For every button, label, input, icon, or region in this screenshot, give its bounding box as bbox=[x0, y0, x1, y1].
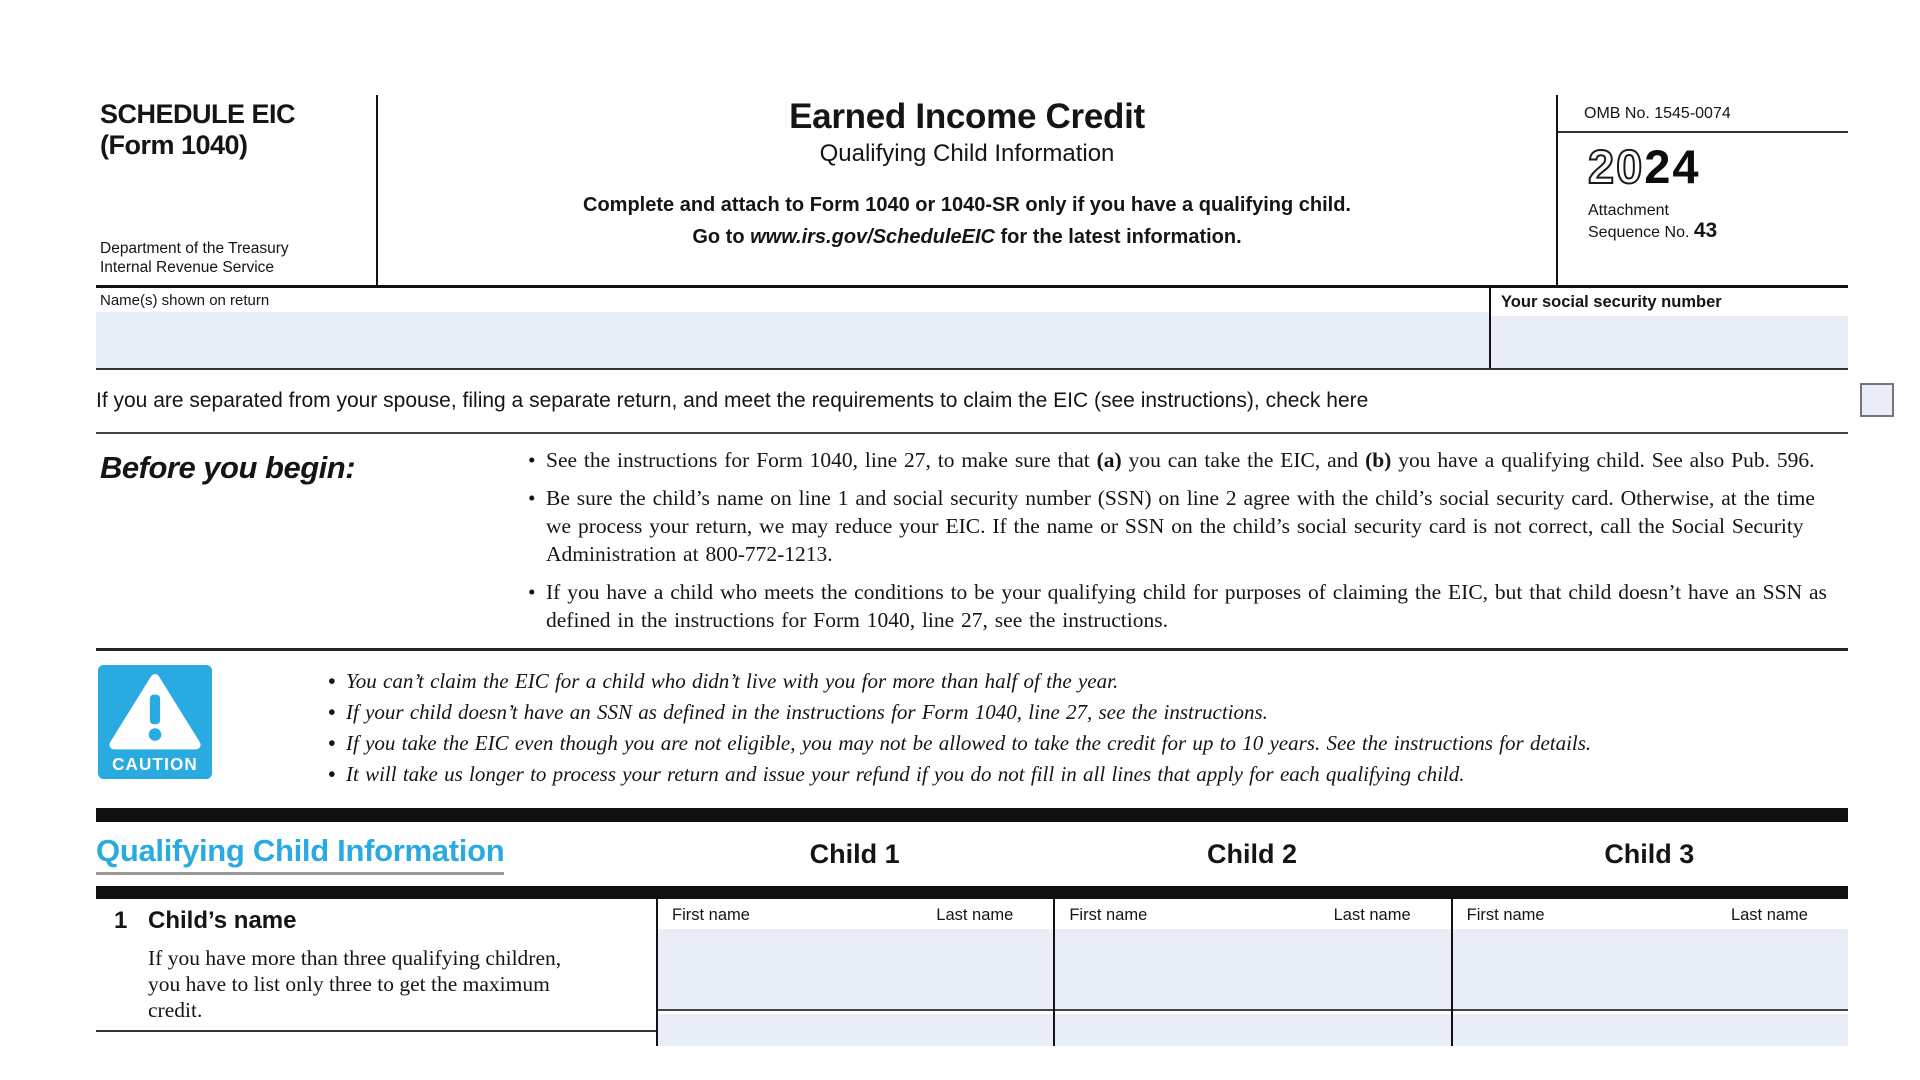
child-2-last-name-label: Last name bbox=[1333, 906, 1411, 924]
child-2-first-name-value[interactable] bbox=[1055, 929, 1253, 1009]
qualifying-child-heading: Qualifying Child Information bbox=[96, 833, 504, 875]
caution-bullet-3: • If you take the EIC even though you are not eligible, you may not be allowed to take the credit for up to 10 years. See the instructions for details. bbox=[328, 728, 1591, 759]
header-center-cell bbox=[378, 95, 1556, 285]
form-body bbox=[96, 95, 1848, 1046]
line-1-heading bbox=[114, 907, 644, 935]
child-2-name-cell bbox=[1053, 899, 1450, 1046]
form-header bbox=[96, 95, 1848, 288]
caution-bullet-4: • It will take us longer to process your return and issue your refund if you do not fill in all lines that apply for each qualifying child. bbox=[328, 759, 1591, 790]
child-1-name-labels bbox=[658, 899, 1053, 929]
form-subtitle: Qualifying Child Information bbox=[819, 140, 1115, 167]
before-you-begin-bullets bbox=[528, 446, 1848, 634]
child-3-first-name-label: First name bbox=[1466, 906, 1545, 924]
before-bullet-1-part3: you have a qualifying child. See also Pub. 596. bbox=[1391, 448, 1815, 472]
child-1-last-name-value[interactable] bbox=[856, 929, 1054, 1009]
child-3-last-name-value[interactable] bbox=[1650, 929, 1848, 1009]
child-2-header: Child 2 bbox=[1206, 838, 1297, 869]
before-you-begin-heading: Before you begin: bbox=[100, 450, 356, 485]
names-input-field[interactable] bbox=[96, 312, 1489, 368]
child-3-name-cell bbox=[1451, 899, 1848, 1046]
line-1-label: Child’s name bbox=[148, 907, 297, 934]
schedule-name: SCHEDULE EIC bbox=[100, 99, 296, 129]
section-divider-bar bbox=[96, 808, 1848, 822]
caution-bullet-1: • You can’t claim the EIC for a child who didn’t live with you for more than half of the year. bbox=[328, 666, 1591, 697]
child-2-name-labels bbox=[1055, 899, 1450, 929]
separated-checkbox[interactable] bbox=[1860, 383, 1894, 417]
line-1-number: 1 bbox=[114, 907, 128, 934]
before-you-begin-section bbox=[96, 434, 1848, 651]
child-3-header: Child 3 bbox=[1604, 838, 1695, 869]
before-bullet-1-part1: See the instructions for Form 1040, line 27, to make sure that bbox=[546, 448, 1097, 472]
child-1-last-name-label: Last name bbox=[936, 906, 1014, 924]
line-1-label-divider bbox=[96, 1030, 656, 1032]
sequence-label-text: Sequence No. bbox=[1588, 224, 1690, 241]
before-bullet-2: • Be sure the child’s name on line 1 and social security number (SSN) on line 2 agree with the child’s social security card. Otherwise, at the time we process your return, we may reduce your EIC. If the name or SSN on the child’s social security card is not correct, call the Social Security Administration at 800-772-1213. bbox=[528, 484, 1844, 568]
names-cell bbox=[96, 288, 1489, 368]
omb-number: OMB No. 1545-0074 bbox=[1558, 95, 1848, 133]
attach-instruction: Complete and attach to Form 1040 or 1040-SR only if you have a qualifying child. bbox=[583, 194, 1351, 216]
caution-section bbox=[96, 651, 1848, 808]
tax-year-digits: 24 bbox=[1644, 140, 1701, 193]
goto-suffix: for the latest information. bbox=[994, 226, 1242, 248]
goto-prefix: Go to bbox=[692, 226, 751, 248]
child-3-next-line-field[interactable] bbox=[1453, 1014, 1848, 1046]
caution-icon-label: CAUTION bbox=[112, 754, 198, 774]
table-top-bar bbox=[96, 886, 1848, 899]
line-1-label-cell bbox=[96, 899, 656, 1046]
sequence-number: 43 bbox=[1693, 219, 1718, 242]
caution-bullet-2: • If your child doesn’t have an SSN as defined in the instructions for Form 1040, line 27, see the instructions. bbox=[328, 697, 1591, 728]
caution-bullets bbox=[328, 665, 1591, 790]
caution-warning-icon bbox=[98, 665, 212, 779]
before-bullet-1 bbox=[528, 446, 1844, 474]
child-1-next-line-field[interactable] bbox=[658, 1014, 1053, 1046]
child-1-first-name-value[interactable] bbox=[658, 929, 856, 1009]
child-2-next-line-field[interactable] bbox=[1055, 1014, 1450, 1046]
taxpayer-row bbox=[96, 288, 1848, 370]
ssn-label: Your social security number bbox=[1501, 293, 1722, 311]
child-1-first-name-label: First name bbox=[672, 906, 750, 924]
before-bullet-1-bold-a: (a) bbox=[1096, 448, 1122, 472]
qualifying-child-header-row bbox=[96, 822, 1848, 886]
child-2-name-input[interactable] bbox=[1055, 929, 1450, 1011]
department-name: Department of the Treasury bbox=[100, 240, 289, 257]
form-number: (Form 1040) bbox=[100, 130, 248, 160]
header-left-cell bbox=[96, 95, 378, 285]
child-3-name-labels bbox=[1453, 899, 1848, 929]
ssn-cell bbox=[1489, 288, 1848, 368]
separated-instruction: If you are separated from your spouse, filing a separate return, and meet the requirements to claim the EIC (see instructions), check here bbox=[96, 389, 1369, 412]
tax-year bbox=[1558, 133, 1848, 193]
agency-block bbox=[100, 239, 366, 277]
before-bullet-3: • If you have a child who meets the conditions to be your qualifying child for purposes of claiming the EIC, but that child doesn’t have an SSN as defined in the instructions for Form 1040, line 27, see the instructions. bbox=[528, 578, 1844, 634]
separated-row bbox=[96, 370, 1848, 434]
ssn-input-field[interactable] bbox=[1491, 316, 1848, 368]
child-1-name-input[interactable] bbox=[658, 929, 1053, 1011]
goto-instruction bbox=[378, 226, 1556, 249]
child-3-first-name-value[interactable] bbox=[1453, 929, 1651, 1009]
before-bullet-1-part2: you can take the EIC, and bbox=[1121, 448, 1366, 472]
tax-year-decade: 20 bbox=[1588, 140, 1645, 193]
line-1-row bbox=[96, 899, 1848, 1046]
names-label: Name(s) shown on return bbox=[100, 292, 270, 309]
attachment-label: Attachment bbox=[1588, 202, 1669, 219]
qci-heading-cell bbox=[96, 833, 656, 875]
before-bullet-1-bold-b: (b) bbox=[1365, 448, 1392, 472]
attachment-sequence bbox=[1558, 201, 1848, 243]
line-1-note: If you have more than three qualifying children, you have to list only three to get the maximum credit. bbox=[148, 946, 562, 1022]
sequence-label bbox=[1588, 221, 1848, 243]
header-right-cell bbox=[1556, 95, 1848, 285]
form-title: Earned Income Credit bbox=[789, 97, 1145, 136]
child-2-last-name-value[interactable] bbox=[1253, 929, 1451, 1009]
child-3-last-name-label: Last name bbox=[1730, 906, 1808, 924]
child-1-header: Child 1 bbox=[809, 838, 900, 869]
child-3-name-input[interactable] bbox=[1453, 929, 1848, 1011]
irs-url: www.irs.gov/ScheduleEIC bbox=[750, 226, 995, 248]
child-1-name-cell bbox=[656, 899, 1053, 1046]
child-2-first-name-label: First name bbox=[1069, 906, 1148, 924]
agency-name: Internal Revenue Service bbox=[100, 259, 275, 276]
